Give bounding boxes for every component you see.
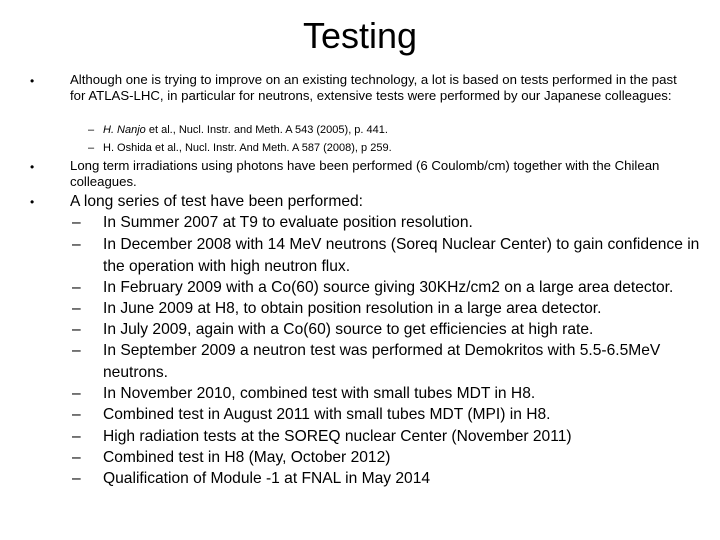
bullet-text: Long term irradiations using photons have been performed (6 Coulomb/cm) together with the Chilean colleagues. <box>70 158 660 189</box>
test-item: In February 2009 with a Co(60) source giving 30KHz/cm2 on a large area detector. <box>103 279 674 296</box>
dash-icon: – <box>72 428 81 445</box>
reference-author: H. Nanjo <box>103 124 146 136</box>
reference-text <box>103 140 392 156</box>
test-item: High radiation tests at the SOREQ nuclear Center (November 2011) <box>103 428 572 445</box>
bullet-text: Although one is trying to improve on an existing technology, a lot is based on tests performed in the past for ATLAS-LHC, in particular for neutrons, extensive tests were performed by our Japanese colleagues: <box>70 72 677 103</box>
test-item: In November 2010, combined test with small tubes MDT in H8. <box>103 385 536 402</box>
dash-icon: – <box>72 236 81 253</box>
reference-citation: et al., Nucl. Instr. and Meth. A 543 (2005), p. 441. <box>145 124 388 136</box>
reference-author: H. Oshida et al. <box>103 142 179 154</box>
reference-citation: , Nucl. Instr. And Meth. A 587 (2008), p 259. <box>178 142 392 154</box>
dash-icon: – <box>72 406 81 423</box>
bullet-icon: • <box>30 160 35 174</box>
test-item: In December 2008 with 14 MeV neutrons (Soreq Nuclear Center) to gain confidence in the operation with high neutron flux. <box>103 236 700 275</box>
test-item: In September 2009 a neutron test was performed at Demokritos with 5.5-6.5MeV neutrons. <box>103 342 661 381</box>
reference-text <box>103 122 388 138</box>
bullet-icon: • <box>30 74 35 88</box>
test-item: Qualification of Module -1 at FNAL in May 2014 <box>103 470 431 487</box>
test-item: In July 2009, again with a Co(60) source to get efficiencies at high rate. <box>103 321 594 338</box>
dash-icon: – <box>72 385 81 402</box>
test-item: Combined test in H8 (May, October 2012) <box>103 449 391 466</box>
dash-icon: – <box>72 470 81 487</box>
test-item: In June 2009 at H8, to obtain position resolution in a large area detector. <box>103 300 602 317</box>
dash-icon: – <box>72 300 81 317</box>
dash-icon: – <box>72 449 81 466</box>
slide-title: Testing <box>302 15 418 56</box>
dash-icon: – <box>88 124 95 136</box>
bullet-icon: • <box>30 195 35 209</box>
dash-icon: – <box>72 214 81 231</box>
dash-icon: – <box>72 342 81 359</box>
bullet-text: A long series of test have been performed: <box>70 193 363 210</box>
dash-icon: – <box>72 321 81 338</box>
test-item: Combined test in August 2011 with small tubes MDT (MPI) in H8. <box>103 406 551 423</box>
test-item: In Summer 2007 at T9 to evaluate position resolution. <box>103 214 473 231</box>
dash-icon: – <box>72 279 81 296</box>
dash-icon: – <box>88 142 95 154</box>
